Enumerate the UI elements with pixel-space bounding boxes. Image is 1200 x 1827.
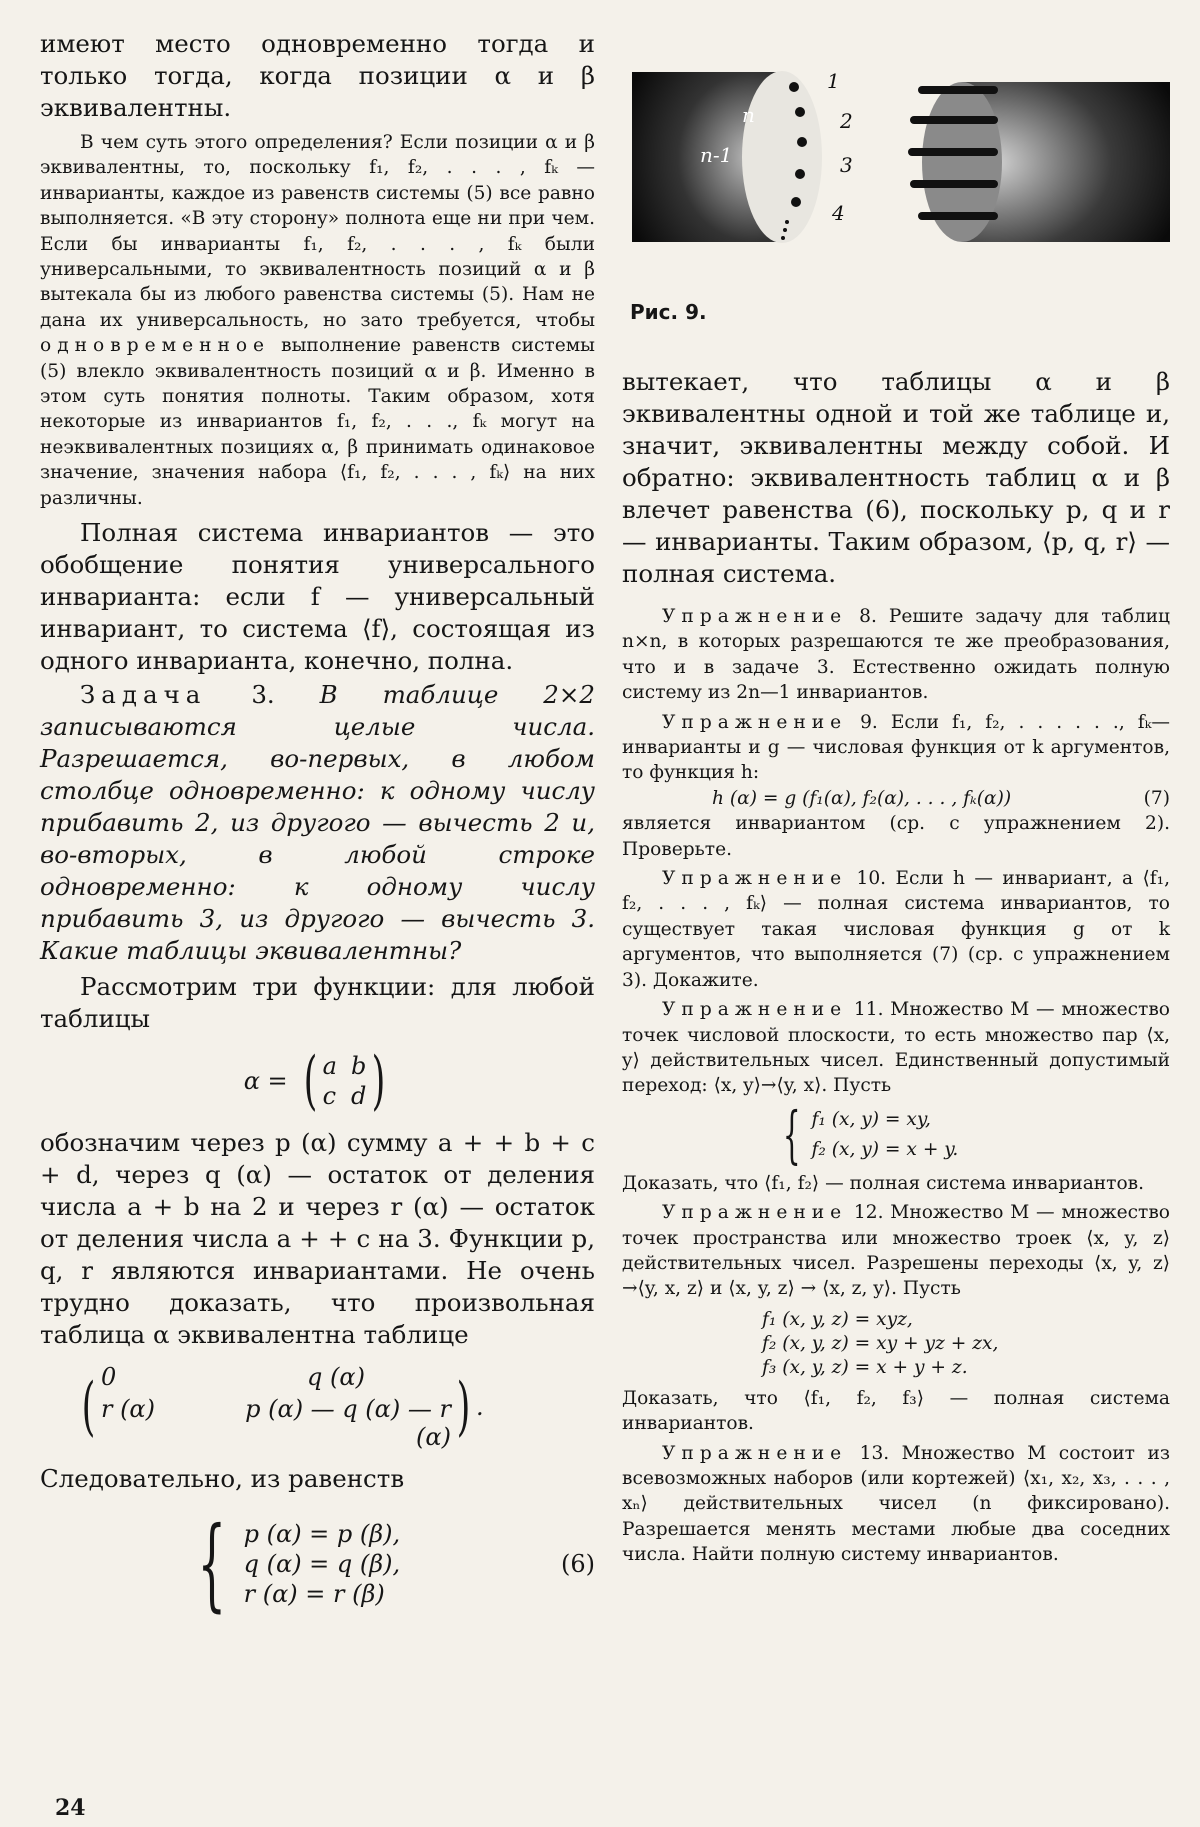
task-label: Задача	[80, 680, 207, 710]
task-3: Задача 3. В таблице 2×2 записываются целые числа. Разрешается, во-первых, в любом столбце одновременно: к одному числу прибавить 2, из другого — вычесть 2 и, во-вторых, в любой строке одновременно: к одному числу прибавить 3, из другого — вычесть 3. Какие таблицы эквивалентны?	[40, 680, 595, 966]
svg-text:1: 1	[827, 69, 840, 93]
page-number: 24	[55, 1795, 86, 1821]
system-12: f₁ (x, y, z) = xyz, f₂ (x, y, z) = xy + yz + zx, f₃ (x, y, z) = x + y + z.	[762, 1308, 999, 1378]
matrix-canonical: ( 0 q (α) r (α) p (α) — q (α) — r (α) ) .	[81, 1363, 484, 1452]
hole-label: n-1	[700, 143, 733, 167]
left-column	[40, 28, 595, 1622]
hole-label: n	[742, 103, 755, 127]
paragraph: Доказать, что ⟨f₁, f₂⟩ — полная система инвариантов.	[622, 1172, 1145, 1194]
paragraph: Рассмотрим три функции: для любой таблицы	[40, 972, 595, 1034]
figure-caption: Рис. 9.	[630, 300, 707, 324]
exercise-8: Упражнение 8. Решите задачу для таблиц n×n, в которых разрешаются те же преобразования, что и в задаче 3. Естественно ожидать полную систему из 2n—1 инвариантов.	[622, 606, 1170, 704]
svg-text:3: 3	[840, 153, 853, 177]
paragraph: Полная система инвариантов — это обобщение понятия универсального инварианта: если f — универсальный инвариант, то система ⟨f⟩, состоящая из одного инварианта, конечно, полна.	[40, 518, 595, 676]
exercise-11: Упражнение 11. Множество M — множество точек числовой плоскости, то есть множество пар ⟨x, y⟩ действительных чисел. Единственный допустимый переход: ⟨x, y⟩→⟨y, x⟩. Пусть	[622, 999, 1170, 1097]
paragraph: В чем суть этого определения? Если позиции α и β эквивалентны, то, поскольку f₁, f₂, . . . , fₖ — инварианты, каждое из равенств системы (5) все равно выполняется. «В эту сторону» полнота еще ни при чем. Если бы инварианты f₁, f₂, . . . , fₖ были универсальными, то эквивалентность позиций α и β вытекала бы из любого равенства системы (5). Нам не дана их универсальность, но зато требуется, чтобы одновременное выполнение равенств системы (5) влекло эквивалентность позиций α и β. Именно в этом суть понятия полноты. Таким образом, хотя некоторые из инвариантов f₁, f₂, . . ., fₖ могут на неэквивалентных позициях α, β принимать одинаковое значение, значения набора ⟨f₁, f₂, . . . , fₖ⟩ на них различны.	[40, 132, 595, 509]
system-6: { p (α) = p (β), q (α) = q (β), r (α) = r (β) (6)	[197, 1505, 595, 1623]
cylinder-with-holes	[632, 71, 822, 243]
equation-number: (6)	[561, 1549, 595, 1578]
exercise-9: Упражнение 9. Если f₁, f₂, . . . . . ., fₖ—инварианты и g — числовая функция от k аргументов, то функция h:	[622, 711, 1170, 784]
right-column	[622, 366, 1170, 1568]
formula-7: h (α) = g (f₁(α), f₂(α), . . . , fₖ(α)) (7)	[712, 787, 1170, 809]
paragraph: вытекает, что таблицы α и β эквивалентны одной и той же таблице и, значит, эквивалентны между собой. И обратно: эквивалентность таблиц α и β влечет равенства (6), поскольку p, q и r — инварианты. Таким образом, ⟨p, q, r⟩ — полная система.	[622, 367, 1170, 588]
cylinder-with-pins	[912, 82, 1170, 242]
figure-9	[622, 62, 1170, 262]
exercise-10: Упражнение 10. Если h — инвариант, а ⟨f₁, f₂, . . . , fₖ⟩ — полная система инвариантов, то существует такая числовая функция g от k аргументов, что выполняется (7) (ср. с упражнением 3). Докажите.	[622, 868, 1170, 991]
figure-labels	[827, 69, 853, 225]
task-text: В таблице 2×2 записываются целые числа. Разрешается, во-первых, в любом столбце одновременно: к одному числу прибавить 2, из другого — вычесть 2 и, во-вторых, в любой строке одновременно: к одному числу прибавить 3, из другого — вычесть 3. Какие таблицы эквивалентны?	[40, 680, 595, 966]
paragraph: является инвариантом (ср. с упражнением 2). Проверьте.	[622, 813, 1170, 860]
exercise-13: Упражнение 13. Множество M состоит из всевозможных наборов (или кортежей) ⟨x₁, x₂, x₃, . . . , xₙ⟩ действительных чисел (n фиксировано). Разрешается менять местами любые два соседних числа. Найти полную систему инвариантов.	[622, 1442, 1170, 1566]
exercise-12: Упражнение 12. Множество M — множество точек пространства или множество троек ⟨x, y, z⟩ действительных чисел. Разрешены переходы ⟨x, y, z⟩→⟨y, x, z⟩ и ⟨x, y, z⟩ → ⟨x, z, y⟩. Пусть	[622, 1202, 1170, 1300]
paragraph: Следовательно, из равенств	[40, 1464, 405, 1494]
svg-text:2: 2	[840, 109, 853, 133]
matrix-alpha: α = ( a b c d )	[243, 1044, 386, 1119]
svg-text:4: 4	[832, 201, 845, 225]
system-11: { f₁ (x, y) = xy, f₂ (x, y) = x + y.	[782, 1098, 959, 1172]
paragraph: обозначим через p (α) сумму a + + b + c + d, через q (α) — остаток от деления числа a + b на 2 и через r (α) — остаток от деления числа a + + c на 3. Функции p, q, r являются инвариантами. Не очень трудно доказать, что произвольная таблица α эквивалентна таблице	[40, 1128, 595, 1350]
paragraph: имеют место одновременно тогда и только тогда, когда позиции α и β эквивалентны.	[40, 29, 595, 122]
paragraph: Доказать, что ⟨f₁, f₂, f₃⟩ — полная система инвариантов.	[622, 1387, 1170, 1435]
